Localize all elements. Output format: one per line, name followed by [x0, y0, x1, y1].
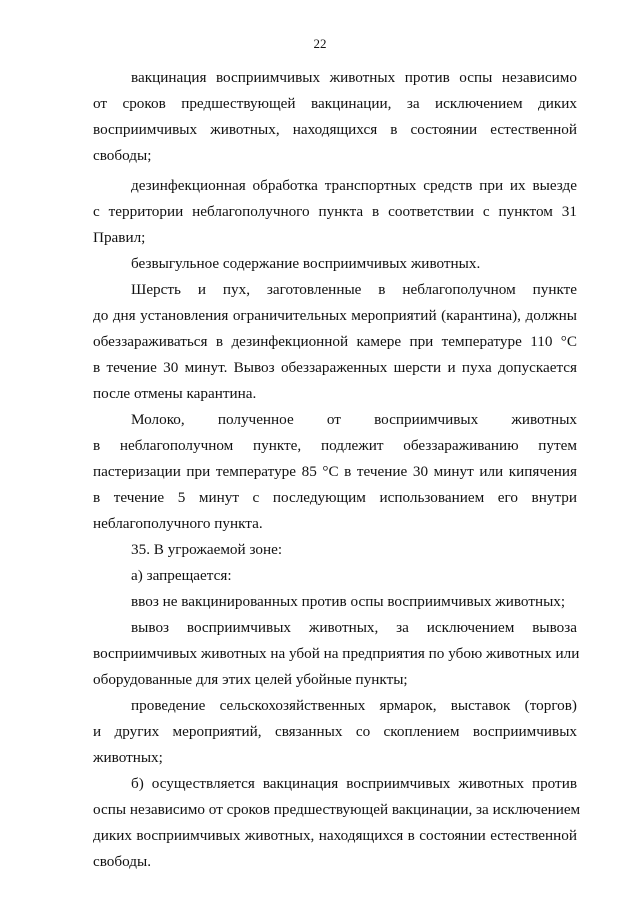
text-line: в течение 5 минут с последующим использованием его внутри	[93, 489, 577, 506]
text-line: оспы независимо от сроков предшествующей вакцинации, за исключением	[93, 801, 581, 818]
text-line: б) осуществляется вакцинация восприимчивых животных против	[131, 775, 577, 792]
text-line: Шерсть и пух, заготовленные в неблагополучном пункте	[131, 281, 577, 298]
page-number: 22	[313, 36, 327, 51]
text-line: восприимчивых животных на убой на предприятия по убою животных или	[93, 645, 580, 662]
text-line: ввоз не вакцинированных против оспы восприимчивых животных;	[131, 593, 566, 610]
text-line: вакцинация восприимчивых животных против оспы независимо	[131, 69, 577, 86]
text-line: и других мероприятий, связанных со скоплением восприимчивых	[93, 723, 577, 740]
text-line: пастеризации при температуре 85 °С в течение 30 минут или кипячения	[93, 463, 577, 480]
text-line: вывоз восприимчивых животных, за исключением вывоза	[131, 619, 577, 636]
text-line: в неблагополучном пункте, подлежит обеззараживанию путем	[93, 437, 577, 454]
text-line: Правил;	[93, 229, 146, 246]
text-line: безвыгульное содержание восприимчивых животных.	[131, 255, 481, 272]
text-line: в течение 30 минут. Вывоз обеззараженных шерсти и пуха допускается	[93, 359, 577, 376]
text-line: восприимчивых животных, находящихся в состоянии естественной	[93, 121, 577, 138]
text-line: а) запрещается:	[131, 567, 232, 584]
text-line: проведение сельскохозяйственных ярмарок, выставок (торгов)	[131, 697, 577, 714]
text-line: оборудованные для этих целей убойные пункты;	[93, 671, 408, 688]
text-line: диких восприимчивых животных, находящихся в состоянии естественной	[93, 827, 577, 844]
text-line: после отмены карантина.	[93, 385, 257, 402]
text-line: Молоко, полученное от восприимчивых животных	[131, 411, 577, 428]
text-line: с территории неблагополучного пункта в соответствии с пунктом 31	[93, 203, 577, 220]
text-line: от сроков предшествующей вакцинации, за исключением диких	[93, 95, 577, 112]
text-line: 35. В угрожаемой зоне:	[131, 541, 283, 558]
text-line: свободы;	[93, 147, 152, 164]
text-line: до дня установления ограничительных мероприятий (карантина), должны	[93, 307, 577, 324]
text-line: дезинфекционная обработка транспортных средств при их выезде	[131, 177, 577, 194]
text-line: обеззараживаться в дезинфекционной камере при температуре 110 °С	[93, 333, 577, 350]
text-line: животных;	[93, 749, 163, 766]
text-line: свободы.	[93, 853, 152, 870]
text-line: неблагополучного пункта.	[93, 515, 263, 532]
